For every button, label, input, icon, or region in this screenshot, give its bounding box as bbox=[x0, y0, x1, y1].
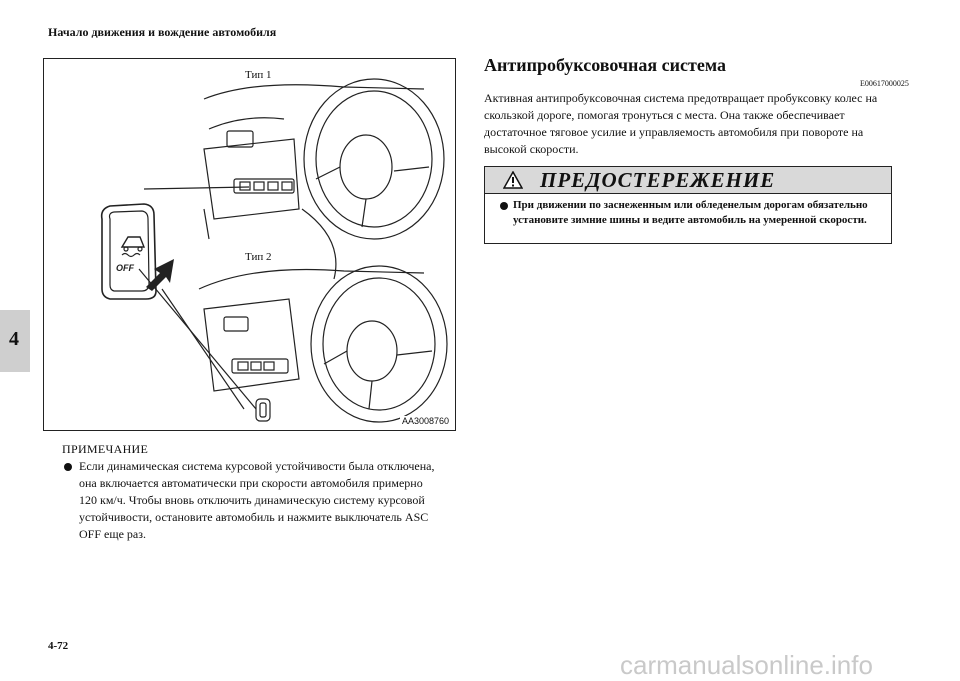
note-item bbox=[62, 458, 442, 543]
figure-asc-switch bbox=[43, 58, 456, 431]
page-header: Начало движения и вождение автомобиля bbox=[48, 25, 277, 39]
warning-item bbox=[497, 198, 893, 228]
section-title: Антипробуксовочная система bbox=[484, 55, 726, 75]
dashboard-illustration bbox=[44, 59, 456, 431]
warning-title: ПРЕДОСТЕРЕЖЕНИЕ bbox=[540, 168, 776, 192]
warning-triangle-icon bbox=[503, 171, 523, 189]
chapter-number: 4 bbox=[9, 328, 19, 350]
type2-label: Тип 2 bbox=[245, 251, 272, 263]
type1-label: Тип 1 bbox=[245, 69, 272, 81]
bullet-icon bbox=[64, 463, 72, 471]
note-block bbox=[62, 441, 442, 543]
warning-box bbox=[484, 166, 892, 244]
section-body: Активная антипробуксовочная система предотвращает пробуксовку колес на скользкой дороге, помогая тронуться с места. Она также обеспечивает достаточное тяговое усилие и управляемость автомобиля при повороте на высокой скорости. bbox=[484, 91, 878, 156]
warning-header bbox=[485, 167, 891, 194]
warning-text: При движении по заснеженным или обледенелым дорогам обязательно установите зимние шины и ведите автомобиль на умеренной скорости. bbox=[513, 199, 868, 226]
off-button-text: OFF bbox=[116, 263, 134, 273]
note-title: ПРИМЕЧАНИЕ bbox=[62, 442, 149, 456]
chapter-tab bbox=[0, 310, 30, 372]
figure-code: AA3008760 bbox=[402, 416, 450, 426]
watermark: carmanualsonline.info bbox=[620, 650, 873, 680]
bullet-icon bbox=[500, 202, 508, 210]
section-code: E00617000025 bbox=[860, 79, 909, 88]
note-text: Если динамическая система курсовой устойчивости была отключена, она включается автоматически при скорости автомобиля примерно 120 км/ч. Чтобы вновь отключить динамическую систему курсовой устойчивости, остановите автомобиль и нажмите выключатель ASC OFF еще раз. bbox=[79, 459, 435, 541]
page-number: 4-72 bbox=[48, 640, 69, 652]
